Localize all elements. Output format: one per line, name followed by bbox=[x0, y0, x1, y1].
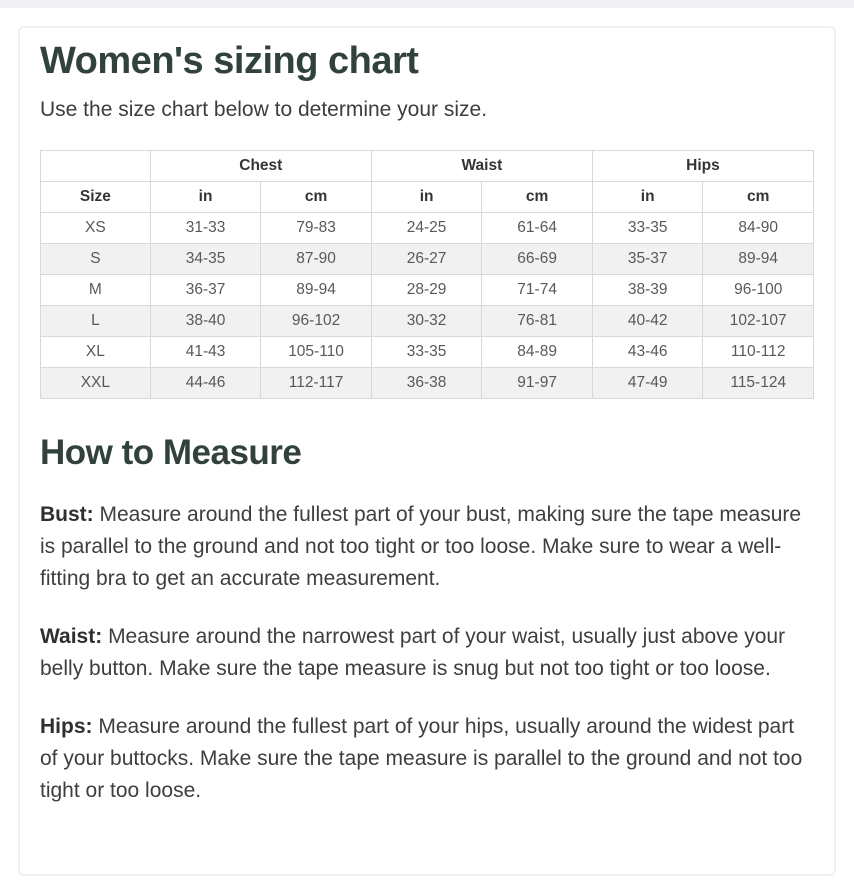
how-to-measure-heading: How to Measure bbox=[40, 433, 302, 472]
column-header-chest-in: in bbox=[150, 182, 261, 213]
table-row-m bbox=[41, 275, 814, 306]
hips-instructions bbox=[40, 711, 814, 807]
cell-waist-in: 28-29 bbox=[371, 275, 482, 306]
cell-chest-cm: 79-83 bbox=[261, 213, 372, 244]
cell-hips-in: 38-39 bbox=[592, 275, 703, 306]
cell-size: XXL bbox=[41, 368, 151, 399]
bust-text: Measure around the fullest part of your bust, making sure the tape measure is parallel to the ground and not too tight or too loose. Make sure to wear a well-fitting bra to get an accurate measurement. bbox=[40, 503, 802, 590]
table-row-xs bbox=[41, 213, 814, 244]
size-table bbox=[40, 150, 814, 399]
cell-waist-in: 26-27 bbox=[371, 244, 482, 275]
cell-hips-in: 47-49 bbox=[592, 368, 703, 399]
cell-chest-cm: 87-90 bbox=[261, 244, 372, 275]
cell-chest-in: 36-37 bbox=[150, 275, 261, 306]
cell-chest-cm: 89-94 bbox=[261, 275, 372, 306]
page-title: Women's sizing chart bbox=[40, 40, 419, 82]
cell-waist-cm: 91-97 bbox=[482, 368, 593, 399]
sizing-chart-card bbox=[18, 26, 836, 876]
cell-chest-cm: 105-110 bbox=[261, 337, 372, 368]
cell-chest-in: 34-35 bbox=[150, 244, 261, 275]
column-header-chest-cm: cm bbox=[261, 182, 372, 213]
page-subtitle: Use the size chart below to determine your size. bbox=[40, 98, 488, 121]
group-header-waist: Waist bbox=[371, 151, 592, 182]
cell-hips-cm: 84-90 bbox=[703, 213, 814, 244]
column-header-hips-cm: cm bbox=[703, 182, 814, 213]
bust-instructions bbox=[40, 499, 814, 595]
hips-label: Hips: bbox=[40, 715, 93, 738]
cell-waist-cm: 84-89 bbox=[482, 337, 593, 368]
cell-hips-cm: 110-112 bbox=[703, 337, 814, 368]
cell-size: XS bbox=[41, 213, 151, 244]
cell-chest-cm: 96-102 bbox=[261, 306, 372, 337]
cell-waist-in: 30-32 bbox=[371, 306, 482, 337]
column-header-waist-cm: cm bbox=[482, 182, 593, 213]
cell-hips-in: 33-35 bbox=[592, 213, 703, 244]
cell-waist-cm: 66-69 bbox=[482, 244, 593, 275]
cell-waist-cm: 76-81 bbox=[482, 306, 593, 337]
table-column-header-row bbox=[41, 182, 814, 213]
waist-label: Waist: bbox=[40, 625, 103, 648]
cell-chest-cm: 112-117 bbox=[261, 368, 372, 399]
cell-size: S bbox=[41, 244, 151, 275]
cell-hips-in: 40-42 bbox=[592, 306, 703, 337]
table-group-header-row bbox=[41, 151, 814, 182]
column-header-waist-in: in bbox=[371, 182, 482, 213]
group-header-chest: Chest bbox=[150, 151, 371, 182]
table-row-s bbox=[41, 244, 814, 275]
column-header-size: Size bbox=[41, 182, 151, 213]
cell-hips-cm: 96-100 bbox=[703, 275, 814, 306]
hips-text: Measure around the fullest part of your hips, usually around the widest part of your buttocks. Make sure the tape measure is parallel to the ground and not too tight or too loose. bbox=[40, 715, 803, 802]
table-row-l bbox=[41, 306, 814, 337]
cell-chest-in: 31-33 bbox=[150, 213, 261, 244]
cell-size: L bbox=[41, 306, 151, 337]
group-header-hips: Hips bbox=[592, 151, 813, 182]
cell-hips-cm: 89-94 bbox=[703, 244, 814, 275]
cell-hips-in: 43-46 bbox=[592, 337, 703, 368]
waist-instructions bbox=[40, 621, 814, 685]
waist-text: Measure around the narrowest part of your waist, usually just above your belly button. Make sure the tape measure is snug but not too tight or too loose. bbox=[40, 625, 786, 680]
table-row-xxl bbox=[41, 368, 814, 399]
cell-waist-in: 36-38 bbox=[371, 368, 482, 399]
bust-label: Bust: bbox=[40, 503, 94, 526]
cell-size: XL bbox=[41, 337, 151, 368]
top-strip bbox=[0, 0, 854, 8]
corner-cell bbox=[41, 151, 151, 182]
cell-chest-in: 44-46 bbox=[150, 368, 261, 399]
cell-size: M bbox=[41, 275, 151, 306]
cell-chest-in: 41-43 bbox=[150, 337, 261, 368]
column-header-hips-in: in bbox=[592, 182, 703, 213]
cell-waist-in: 24-25 bbox=[371, 213, 482, 244]
cell-hips-cm: 115-124 bbox=[703, 368, 814, 399]
cell-hips-in: 35-37 bbox=[592, 244, 703, 275]
cell-hips-cm: 102-107 bbox=[703, 306, 814, 337]
cell-waist-cm: 71-74 bbox=[482, 275, 593, 306]
table-row-xl bbox=[41, 337, 814, 368]
cell-chest-in: 38-40 bbox=[150, 306, 261, 337]
cell-waist-cm: 61-64 bbox=[482, 213, 593, 244]
cell-waist-in: 33-35 bbox=[371, 337, 482, 368]
